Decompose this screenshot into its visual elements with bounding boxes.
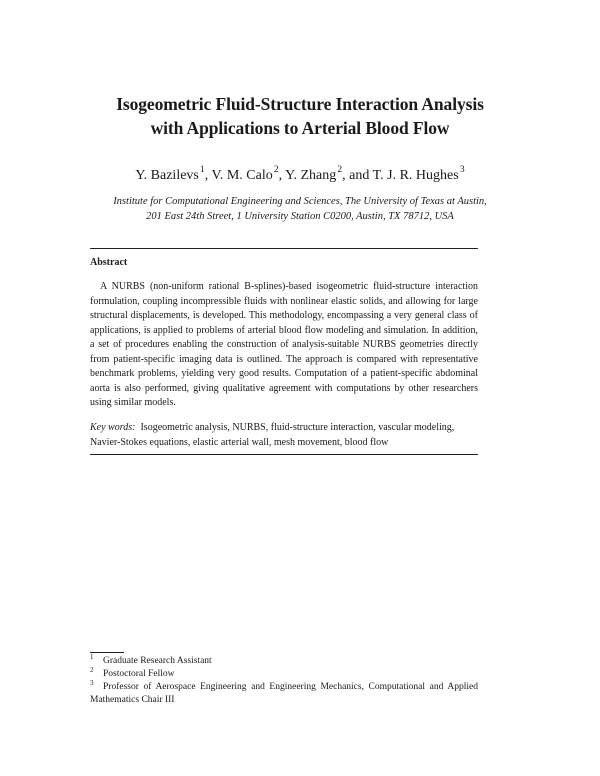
affiliation-line-1: Institute for Computational Engineering and Sciences, The University of Texas at Austin, bbox=[113, 196, 487, 207]
affiliation-line-2: 201 East 24th Street, 1 University Station C0200, Austin, TX 78712, USA bbox=[146, 211, 454, 222]
paper-title bbox=[60, 92, 540, 140]
author-name: V. M. Calo bbox=[211, 168, 273, 183]
author-name: Y. Zhang bbox=[285, 168, 337, 183]
abstract-bottom-rule bbox=[90, 454, 478, 455]
author-separator: , and bbox=[342, 168, 373, 183]
title-line-2: with Applications to Arterial Blood Flow bbox=[150, 118, 450, 138]
footnote: 2 Postoctoral Fellow bbox=[90, 665, 175, 679]
abstract-text: A NURBS (non-uniform rational B-splines)-based isogeometric fluid-structure interaction formulation, coupling incompressible fluids with nonlinear elastic solids, and allowing for large structural displacements, is developed. This methodology, encompassing a very general class of applications, is applied to problems of arterial blood flow modeling and simulation. In addition, a set of procedures enabling the construction of analysis-suitable NURBS geometries directly from patient-specific imaging data is outlined. The approach is compared with representative benchmark problems, yielding very good results. Computation of a patient-specific abdominal aorta is also performed, giving qualitative agreement with computations by other researchers using similar models. bbox=[90, 281, 478, 408]
keywords-label: Key words: bbox=[90, 422, 136, 433]
footnote-text: Postoctoral Fellow bbox=[103, 669, 175, 679]
footnote-text: Graduate Research Assistant bbox=[103, 656, 212, 666]
author-name: T. J. R. Hughes bbox=[372, 168, 459, 183]
author-affiliation-mark: 2 bbox=[273, 165, 279, 176]
keywords bbox=[90, 421, 478, 450]
author-list bbox=[60, 167, 540, 185]
author-affiliation-mark: 3 bbox=[459, 165, 465, 176]
author-affiliation-mark: 1 bbox=[200, 165, 205, 176]
author-separator: , bbox=[204, 168, 212, 183]
author-name: Y. Bazilevs bbox=[135, 168, 199, 183]
affiliation bbox=[60, 194, 540, 224]
author-affiliation-mark: 2 bbox=[337, 165, 343, 176]
footnote: 1 Graduate Research Assistant bbox=[90, 652, 212, 666]
title-line-1: Isogeometric Fluid-Structure Interaction Analysis bbox=[116, 94, 484, 114]
footnotes bbox=[90, 652, 478, 707]
author-separator: , bbox=[278, 168, 286, 183]
footnote: 3 Professor of Aerospace Engineering and Engineering Mechanics, Computational and Applied Mathematics Chair III bbox=[90, 678, 478, 705]
keywords-text: Isogeometric analysis, NURBS, fluid-structure interaction, vascular modeling, Navier-Stokes equations, elastic arterial wall, mesh movement, blood flow bbox=[90, 422, 455, 448]
abstract-heading: Abstract bbox=[90, 257, 128, 268]
abstract-top-rule bbox=[90, 248, 478, 249]
footnote-text: Professor of Aerospace Engineering and Engineering Mechanics, Computational and Applied Mathematics Chair III bbox=[90, 682, 478, 705]
footnote-rule bbox=[90, 652, 124, 653]
